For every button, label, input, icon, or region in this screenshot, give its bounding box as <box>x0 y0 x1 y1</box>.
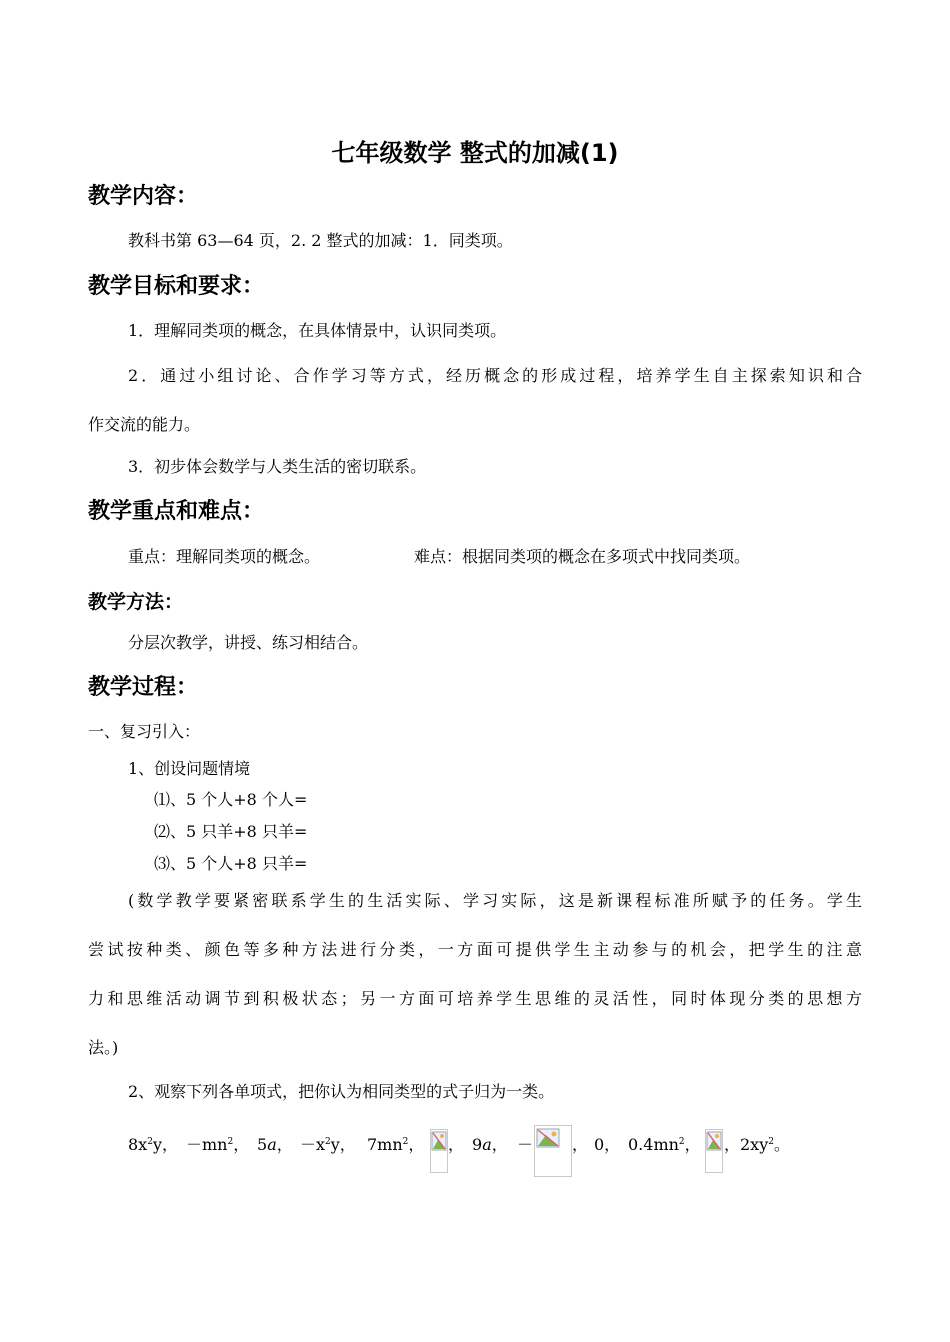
note-line-4: 法。) <box>88 1038 119 1057</box>
monomial-1: $8x^2y$， <box>128 1135 178 1154</box>
process-step-2: 2、观察下列各单项式，把你认为相同类型的式子归为一类。 <box>128 1082 555 1101</box>
goal-item-1: 1．理解同类项的概念，在具体情景中，认识同类项。 <box>128 321 507 340</box>
broken-image-icon <box>430 1129 448 1173</box>
monomial-10: ，$2xy^2$。 <box>724 1135 790 1154</box>
monomial-list <box>128 1124 848 1176</box>
goal-item-2-line-1: 2．通过小组讨论、合作学习等方式，经历概念的形成过程，培养学生自主探索知识和合 <box>128 366 862 385</box>
heading-goals: 教学目标和要求： <box>88 274 265 299</box>
note-line-2: 尝试按种类、颜色等多种方法进行分类，一方面可提供学生主动参与的机会，把学生的注意 <box>88 940 862 959</box>
monomial-9: $0.4mn^2$， <box>628 1135 701 1154</box>
broken-image-icon <box>534 1125 572 1177</box>
question-1: ⑴、5 个人+8 个人= <box>154 790 308 809</box>
broken-image-icon <box>705 1129 723 1173</box>
goal-item-3: 3．初步体会数学与人类生活的密切联系。 <box>128 457 427 476</box>
question-2: ⑵、5 只羊+8 只羊= <box>154 822 308 841</box>
note-line-3: 力和思维活动调节到积极状态；另一方面可培养学生思维的灵活性，同时体现分类的思想方 <box>88 989 862 1008</box>
question-3: ⑶、5 个人+8 只羊= <box>154 854 308 873</box>
monomial-8: 0， <box>594 1135 621 1154</box>
note-line-1: (数学教学要紧密联系学生的生活实际、学习实际，这是新课程标准所赋予的任务。学生 <box>128 891 862 910</box>
monomial-5: $7mn^2$， <box>367 1135 425 1154</box>
method-text: 分层次教学，讲授、练习相结合。 <box>128 633 369 652</box>
monomial-3: 5a， <box>257 1135 293 1154</box>
heading-keypoints: 教学重点和难点： <box>88 499 265 524</box>
difficulty-text: 难点：根据同类项的概念在多项式中找同类项。 <box>414 547 751 566</box>
monomial-6: 9a， <box>472 1135 508 1154</box>
goal-item-2-line-2: 作交流的能力。 <box>88 415 201 434</box>
monomial-4: $-x^2y$， <box>300 1135 356 1154</box>
document-title: 七年级数学 整式的加减(1) <box>331 139 619 167</box>
monomial-7-sign: － <box>517 1135 534 1154</box>
separator-comma-1: ， <box>448 1135 465 1154</box>
content-text: 教科书第 63—64 页，2. 2 整式的加减：1．同类项。 <box>128 231 513 250</box>
monomial-2: $-mn^2$， <box>186 1135 250 1154</box>
key-point-text: 重点：理解同类项的概念。 <box>128 547 321 566</box>
heading-process: 教学过程： <box>88 675 199 700</box>
heading-method: 教学方法： <box>88 591 184 613</box>
process-step-1: 1、创设问题情境 <box>128 759 251 778</box>
process-part-1: 一、复习引入： <box>88 722 201 741</box>
separator-comma-2: ， <box>572 1135 589 1154</box>
heading-content: 教学内容： <box>88 184 199 209</box>
